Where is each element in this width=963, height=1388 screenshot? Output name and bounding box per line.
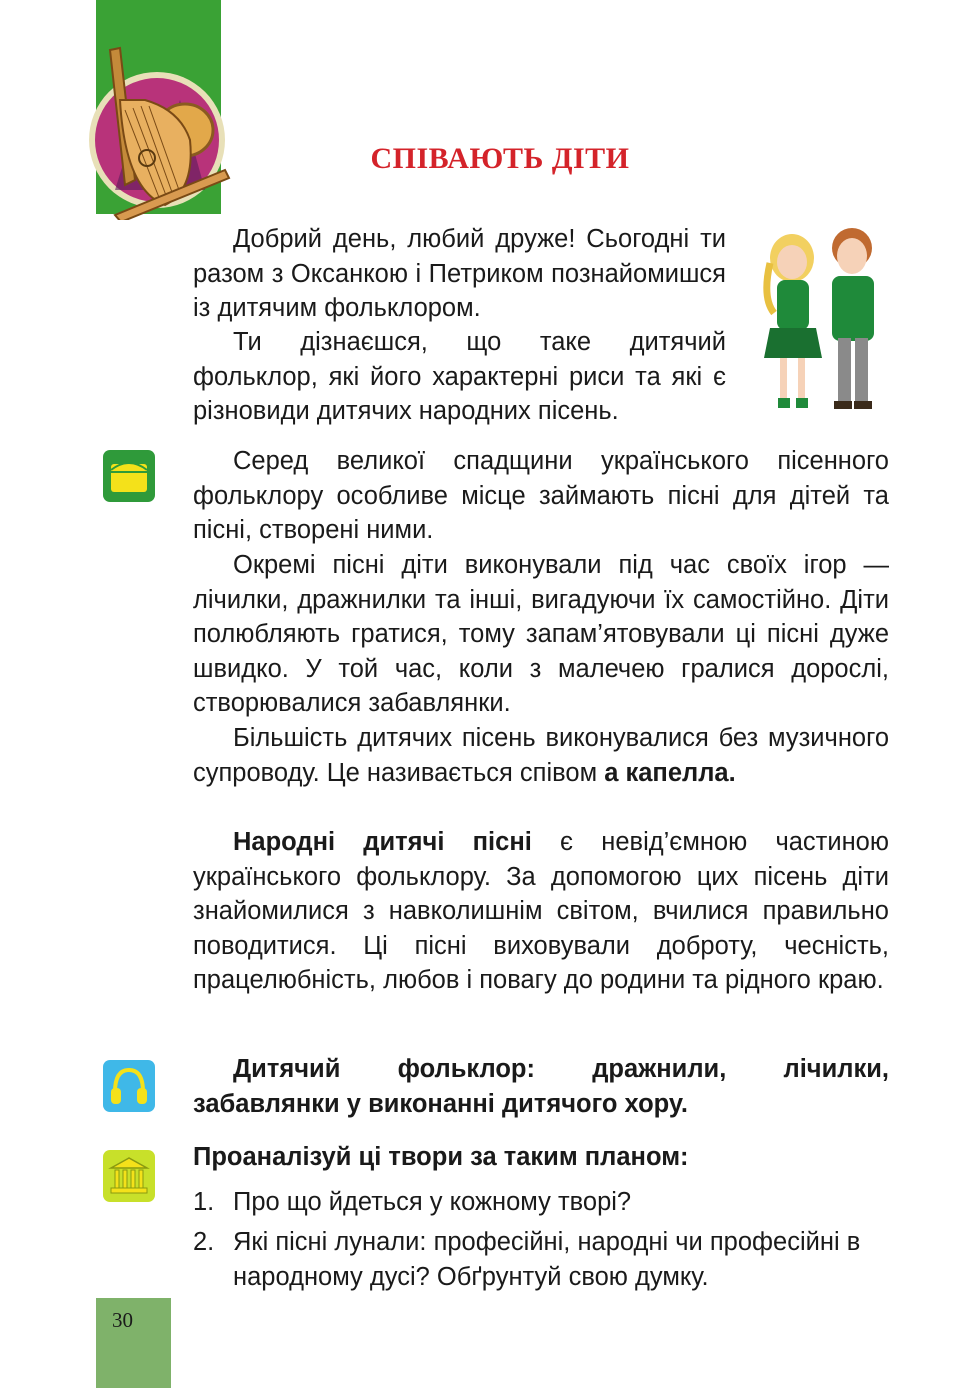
- listen-task: Дитячий фольклор: дражнили, лічилки, забавлянки у виконанні дитячого хору.: [193, 1055, 889, 1118]
- list-item: 1. Про що йдеться у кожному творі?: [193, 1188, 632, 1216]
- chest-icon: [103, 450, 155, 502]
- body-paragraph-3: Більшість дитячих пісень виконувалися без музичного супроводу. Це називається співом а капелла.: [193, 724, 889, 787]
- page-number: 30: [112, 1308, 133, 1332]
- children-illustration: [752, 218, 897, 418]
- folk-songs-term: Народні дитячі пісні: [233, 828, 532, 856]
- page-title: СПІВАЮТЬ ДІТИ: [370, 142, 630, 175]
- body-paragraph-1: Серед великої спадщини українського пісенного фольклору особливе місце займають пісні для дітей та пісні, створені ними.: [193, 447, 889, 544]
- body-paragraph-4: Народні дитячі пісні є невід’ємною частиною українського фольклору. За допомогою цих пісень діти знайомилися з навколишнім світом, вчилися правильно поводитися. Ці пісні виховували доброту, чесність, працелюбність, любов і повагу до родини та рідного краю.: [193, 828, 889, 994]
- analyze-heading: Проаналізуй ці твори за таким планом:: [193, 1143, 689, 1171]
- a-cappella-term: а капелла.: [604, 758, 736, 787]
- intro-paragraph-1: Добрий день, любий друже! Сьогодні ти разом з Оксанкою і Петриком познайомишся із дитячим фольклором.: [193, 225, 726, 322]
- museum-icon: [103, 1150, 155, 1202]
- page-number-box: [96, 1298, 171, 1388]
- body-paragraph-2: Окремі пісні діти виконували під час своїх ігор — лічилки, дражнилки та інші, вигадуючи їх самостійно. Діти полюбляють гратися, тому запам’ятовували ці пісні дуже швидко. У той час, коли з малечею гралися дорослі, створювалися забавлянки.: [193, 551, 889, 717]
- headphones-icon: [103, 1060, 155, 1112]
- list-item: 2. Які пісні лунали: професійні, народні чи професійні в народному дусі? Обґрунтуй свою думку.: [193, 1228, 861, 1291]
- bandura-emblem-icon: [85, 40, 235, 220]
- intro-paragraph-2: Ти дізнаєшся, що таке дитячий фольклор, які його характерні риси та які є різновиди дитячих народних пісень.: [193, 328, 726, 425]
